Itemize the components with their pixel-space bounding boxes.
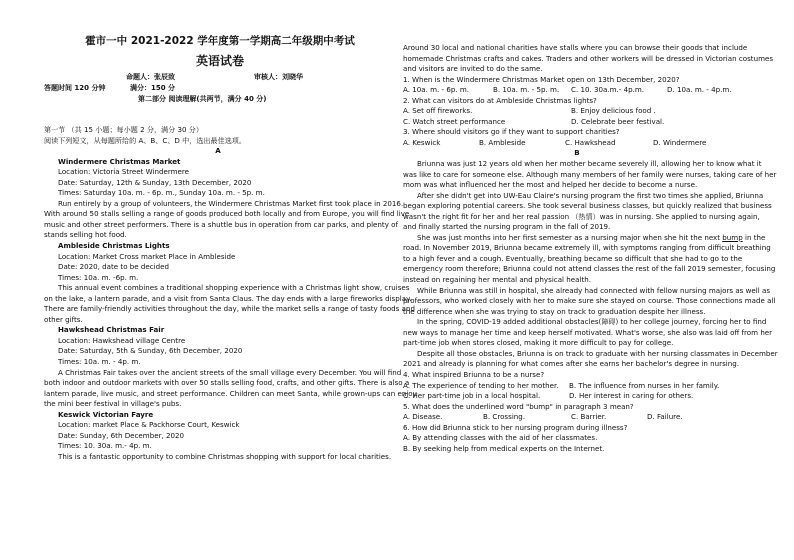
event-date: Date: Saturday, 5th & Sunday, 6th December, 2020: [58, 346, 243, 356]
underlined-word: bump: [722, 232, 743, 242]
option: A. Set off fireworks.: [403, 106, 473, 116]
paragraph-line: professors, who worked closely with her to make sure she stayed on course. Those connections made all: [403, 296, 776, 306]
option-row: [403, 391, 751, 402]
paragraph-line: This is a fantastic opportunity to combine Christmas shopping with support for local charities.: [58, 451, 392, 461]
part-heading: 第二部分 阅读理解(共两节，满分 40 分): [138, 95, 267, 103]
paragraph-line: 2021 and already is planning for what comes after she earns her bachelor's degree in nursing.: [403, 359, 740, 369]
question: 1. When is the Windermere Christmas Market open on 13th December, 2020?: [403, 74, 680, 84]
option: D. Her interest in caring for others.: [569, 391, 694, 401]
event-title: Hawkshead Christmas Fair: [58, 325, 165, 335]
paragraph-line: and visitors are invited to do the same.: [403, 64, 543, 74]
section-heading: 第一节 （共 15 小题；每小题 2 分，满分 30 分）: [44, 125, 203, 134]
text-span: She was just months into her first semester as a nursing major when she hit the next: [417, 232, 723, 242]
paragraph-line: This annual event combines a traditional shopping experience with a Christmas light show, cruises: [58, 283, 410, 293]
text-span: in the: [742, 232, 766, 242]
option: B. Crossing.: [483, 412, 526, 422]
option: A. 10a. m. - 6p. m.: [403, 85, 470, 95]
paragraph-line: A Christmas Fair takes over the ancient streets of the small village every December. You will find: [58, 367, 402, 377]
option: B. The influence from nurses in her family.: [569, 380, 720, 390]
event-date: Date: 2020, date to be decided: [58, 262, 170, 272]
option: B. 10a. m. - 5p. m.: [493, 85, 560, 95]
option: C. 10. 30a.m.- 4p.m.: [571, 85, 645, 95]
paragraph-line: new ways to manage her time and keep herself motivated. What's worse, she also was laid off from her: [403, 327, 773, 337]
option-row: [403, 117, 751, 128]
paragraph-line: Despite all those obstacles, Briunna is on track to graduate with her nursing classmates in December: [417, 348, 778, 358]
paragraph-line: and finally started the nursing program in the fall of 2019.: [403, 222, 611, 232]
option: D. 10a. m. - 4p.m.: [667, 85, 732, 95]
option: C. Watch street performance: [403, 116, 506, 126]
option: A. Keswick: [403, 137, 441, 147]
option-row: [403, 381, 751, 392]
paragraph-line: [403, 232, 766, 244]
paragraph-line: the difference when she was trying to stay on track to graduation despite her illness.: [403, 306, 706, 316]
paragraph-line: Run entirely by a group of volunteers, the Windermere Christmas Market first took place in 2016.: [58, 198, 404, 208]
question: 5. What does the underlined word "bump" in paragraph 3 mean?: [403, 401, 634, 411]
paragraph-line: mom was what influenced her the most and helped her decide to become a nurse.: [403, 180, 698, 190]
option: A. Disease.: [403, 412, 443, 422]
option: D. Windermere: [653, 137, 707, 147]
paragraph-line: Around 30 local and national charities have stalls where you can browse their goods that include: [403, 43, 748, 52]
score-line: 满分：150 分: [130, 84, 176, 92]
left-column: [44, 125, 417, 463]
option: B. Ambleside: [479, 137, 526, 147]
event-times: Times: 10. 30a. m.- 4p. m.: [58, 441, 152, 451]
option-row: [403, 138, 751, 149]
paragraph-line: music and other street performers. There is a shuttle bus in operation from car parks, and plenty of: [44, 219, 398, 229]
right-column: [403, 43, 778, 454]
question: 6. How did Briunna stick to her nursing program during illness?: [403, 422, 628, 432]
paragraph-line: instead on regaining her mental and physical health.: [403, 275, 591, 285]
paragraph-line: on the lake, a lantern parade, and a visit from Santa Claus. The day ends with a large fireworks display.: [44, 293, 412, 303]
paragraph-line: lantern parade, live music, and street performance. Children can meet Santa, while grown-ups can enjoy: [44, 388, 417, 398]
event-title: Keswick Victorian Fayre: [58, 409, 154, 419]
exam-subject: 英语试卷: [195, 54, 244, 68]
option: D. Celebrate beer festival.: [571, 116, 665, 126]
paragraph-line: Briunna was just 12 years old when her mother became severely ill, allowing her to know what it: [417, 159, 762, 169]
option-row: [403, 412, 751, 423]
paragraph-line: began exploring potential careers. She took several business classes, but quickly realized that business: [403, 201, 772, 211]
question: 3. Where should visitors go if they want to support charities?: [403, 127, 620, 137]
event-location: Location: Victoria Street Windermere: [58, 167, 190, 177]
option: C. Hawkshead: [565, 137, 616, 147]
option-row: [403, 106, 751, 117]
instructions: 阅读下列短文，从每题所给的 A、B、C、D 中，选出最佳选项。: [44, 135, 246, 145]
option: D. Failure.: [647, 412, 683, 422]
paragraph-line: With around 50 stalls selling a range of goods produced both locally and from Europe, you will find live: [44, 209, 410, 219]
paragraph-line: In the spring, COVID-19 added additional obstacles(障碍) to her college journey, forcing her to find: [417, 317, 767, 327]
paragraph-line: was like to care for someone else. Although many members of her family were nurses, taking care of her: [403, 169, 777, 179]
passage-a-label: A: [215, 146, 221, 156]
event-date: Date: Sunday, 6th December, 2020: [58, 430, 185, 440]
option: B. By seeking help from medical experts on the Internet.: [403, 443, 605, 453]
paragraph-line: stands selling hot food.: [44, 230, 127, 240]
event-date: Date: Saturday, 12th & Sunday, 13th December, 2020: [58, 177, 252, 187]
paragraph-line: the mini beer festival in village's pubs.: [44, 399, 182, 409]
paragraph-line: road. In November 2019, Briunna became extremely ill, with symptoms ranging from difficult breathing: [403, 243, 771, 253]
paragraph-line: While Briunna was still in hospital, she already had connected with fellow nursing majors as well as: [417, 285, 771, 295]
question: 4. What inspired Briunna to be a nurse?: [403, 369, 545, 379]
option: B. Enjoy delicious food .: [571, 106, 656, 116]
time-line: 答题时间 120 分钟: [44, 84, 106, 92]
event-times: Times: 10a. m. -6p. m.: [58, 272, 139, 282]
event-location: Location: Hawkshead village Centre: [58, 335, 186, 345]
passage-b-label: B: [574, 148, 580, 158]
event-location: Location: Market Cross market Place in Ambleside: [58, 251, 236, 261]
exam-title: 霍市一中 2021-2022 学年度第一学期高二年级期中考试: [85, 35, 355, 47]
event-title: Windermere Christmas Market: [58, 156, 181, 166]
paragraph-line: both indoor and outdoor markets with over 50 stalls selling food, crafts, and other gifts. There is also a: [44, 378, 410, 388]
event-title: Ambleside Christmas Lights: [58, 241, 170, 251]
paragraph-line: After she didn't get into UW-Eau Claire's nursing program the first two times she applied, Briunna: [417, 190, 764, 200]
option: C. Barrier.: [571, 412, 607, 422]
reviewer-line: 审核人：刘晓华: [254, 73, 303, 81]
paragraph-line: emergency room therefore; Briunna could not attend classes the rest of the fall 2019 semester, focusing: [403, 264, 776, 274]
option: C. Her part-time job in a local hospital.: [403, 391, 541, 401]
option-row: [403, 85, 751, 96]
question: 2. What can visitors do at Ambleside Christmas lights?: [403, 95, 597, 105]
event-location: Location: market Place & Packhorse Court, Keswick: [58, 420, 240, 430]
paragraph-line: to a high fever and a cough. Eventually, breathing became so difficult that she had to go to the: [403, 253, 743, 263]
event-times: Times: Saturday 10a. m. - 6p. m., Sunday 10a. m. - 5p. m.: [58, 188, 265, 198]
paragraph-line: other gifts.: [44, 314, 83, 324]
paragraph-line: part-time job when stores closed, making it more difficult to pay for college.: [403, 338, 674, 348]
event-times: Times: 10a. m. - 4p. m.: [58, 357, 141, 367]
author-line: 命题人：张辰致: [126, 73, 175, 81]
paragraph-line: homemade Christmas crafts and cakes. Traders and other workers will be dressed in Victorian costumes: [403, 53, 774, 63]
option: A. The experience of tending to her mother.: [403, 380, 559, 390]
option: A. By attending classes with the aid of her classmates.: [403, 433, 598, 443]
paragraph-line: There are family-friendly activities throughout the day, while the market sells a range of tasty foods and: [44, 304, 415, 314]
paragraph-line: wasn't the right fit for her and her real passion （热情）was in nursing. She applied to nursing again,: [403, 211, 760, 221]
